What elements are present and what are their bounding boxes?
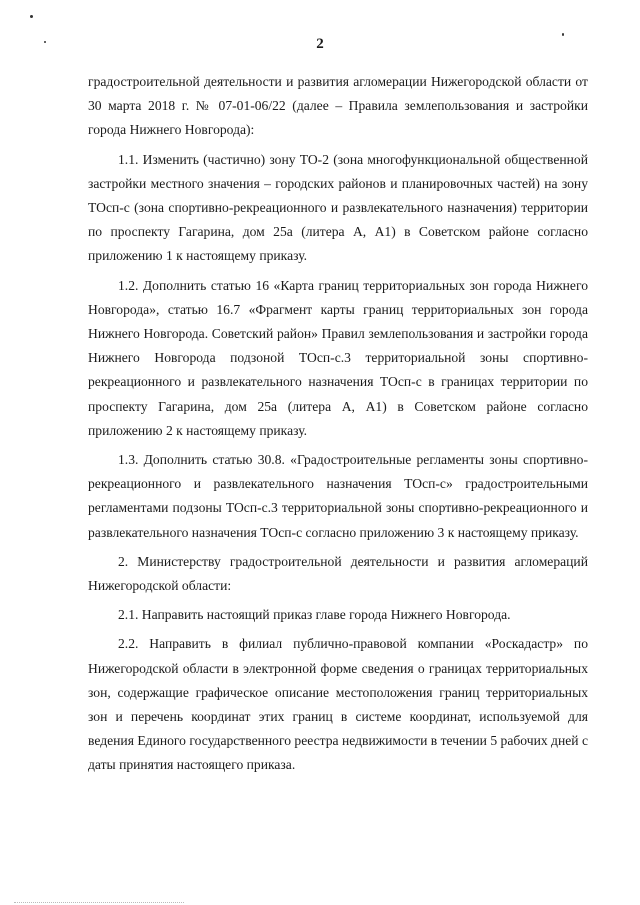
paragraph-continuation: градостроительной деятельности и развития агломерации Нижегородской области от 30 марта 2018 г. № 07-01-06/22 (далее – Правила землепользования и застройки города Нижнего Новгорода):: [88, 74, 588, 138]
scan-edge-noise: [14, 900, 184, 903]
paragraph-1-2: 1.2. Дополнить статью 16 «Карта границ территориальных зон города Нижнего Новгорода», статью 16.7 «Фрагмент карты границ территориальных зон города Нижнего Новгорода. Советский район» Правил землепользования и застройки города Нижнего Новгорода подзоной ТОсп-с.3 территориальной зоны спортивно-рекреационного и развлекательного назначения ТОсп-с в границах территории по проспекту Гагарина, дом 25а (литера А, А1) в Советском районе согласно приложению 2 к настоящему приказу.: [88, 277, 588, 438]
paragraph-1-1: 1.1. Изменить (частично) зону ТО-2 (зона многофункциональной общественной застройки местного значения – городских районов и планировочных частей) на зону ТОсп-с (зона спортивно-рекреационного и развлекательного назначения) территории по проспекту Гагарина, дом 25а (литера А, А1) в Советском районе согласно приложению 1 к настоящему приказу.: [88, 151, 588, 264]
paragraph-2: 2. Министерству градостроительной деятельности и развития агломераций Нижегородской области:: [88, 553, 588, 594]
page-number: 2: [316, 36, 324, 52]
document-body: [88, 70, 588, 783]
scan-speck: [30, 15, 33, 18]
paragraph-2-1: 2.1. Направить настоящий приказ главе города Нижнего Новгорода.: [118, 607, 511, 623]
paragraph-1-3: 1.3. Дополнить статью 30.8. «Градостроительные регламенты зоны спортивно-рекреационного и развлекательного назначения ТОсп-с» градостроительными регламентами подзоны ТОсп-с.3 территориальной зоны спортивно-рекреационного и развлекательного назначения ТОсп-с согласно приложению 3 к настоящему приказу.: [88, 452, 588, 540]
paragraph-2-2: 2.2. Направить в филиал публично-правовой компании «Роскадастр» по Нижегородской области в электронной форме сведения о границах территориальных зон, содержащие графическое описание местоположения границ территориальных зон и перечень координат этих границ в системе координат, используемой для ведения Единого государственного реестра недвижимости в течении 5 рабочих дней с даты принятия настоящего приказа.: [88, 636, 588, 773]
